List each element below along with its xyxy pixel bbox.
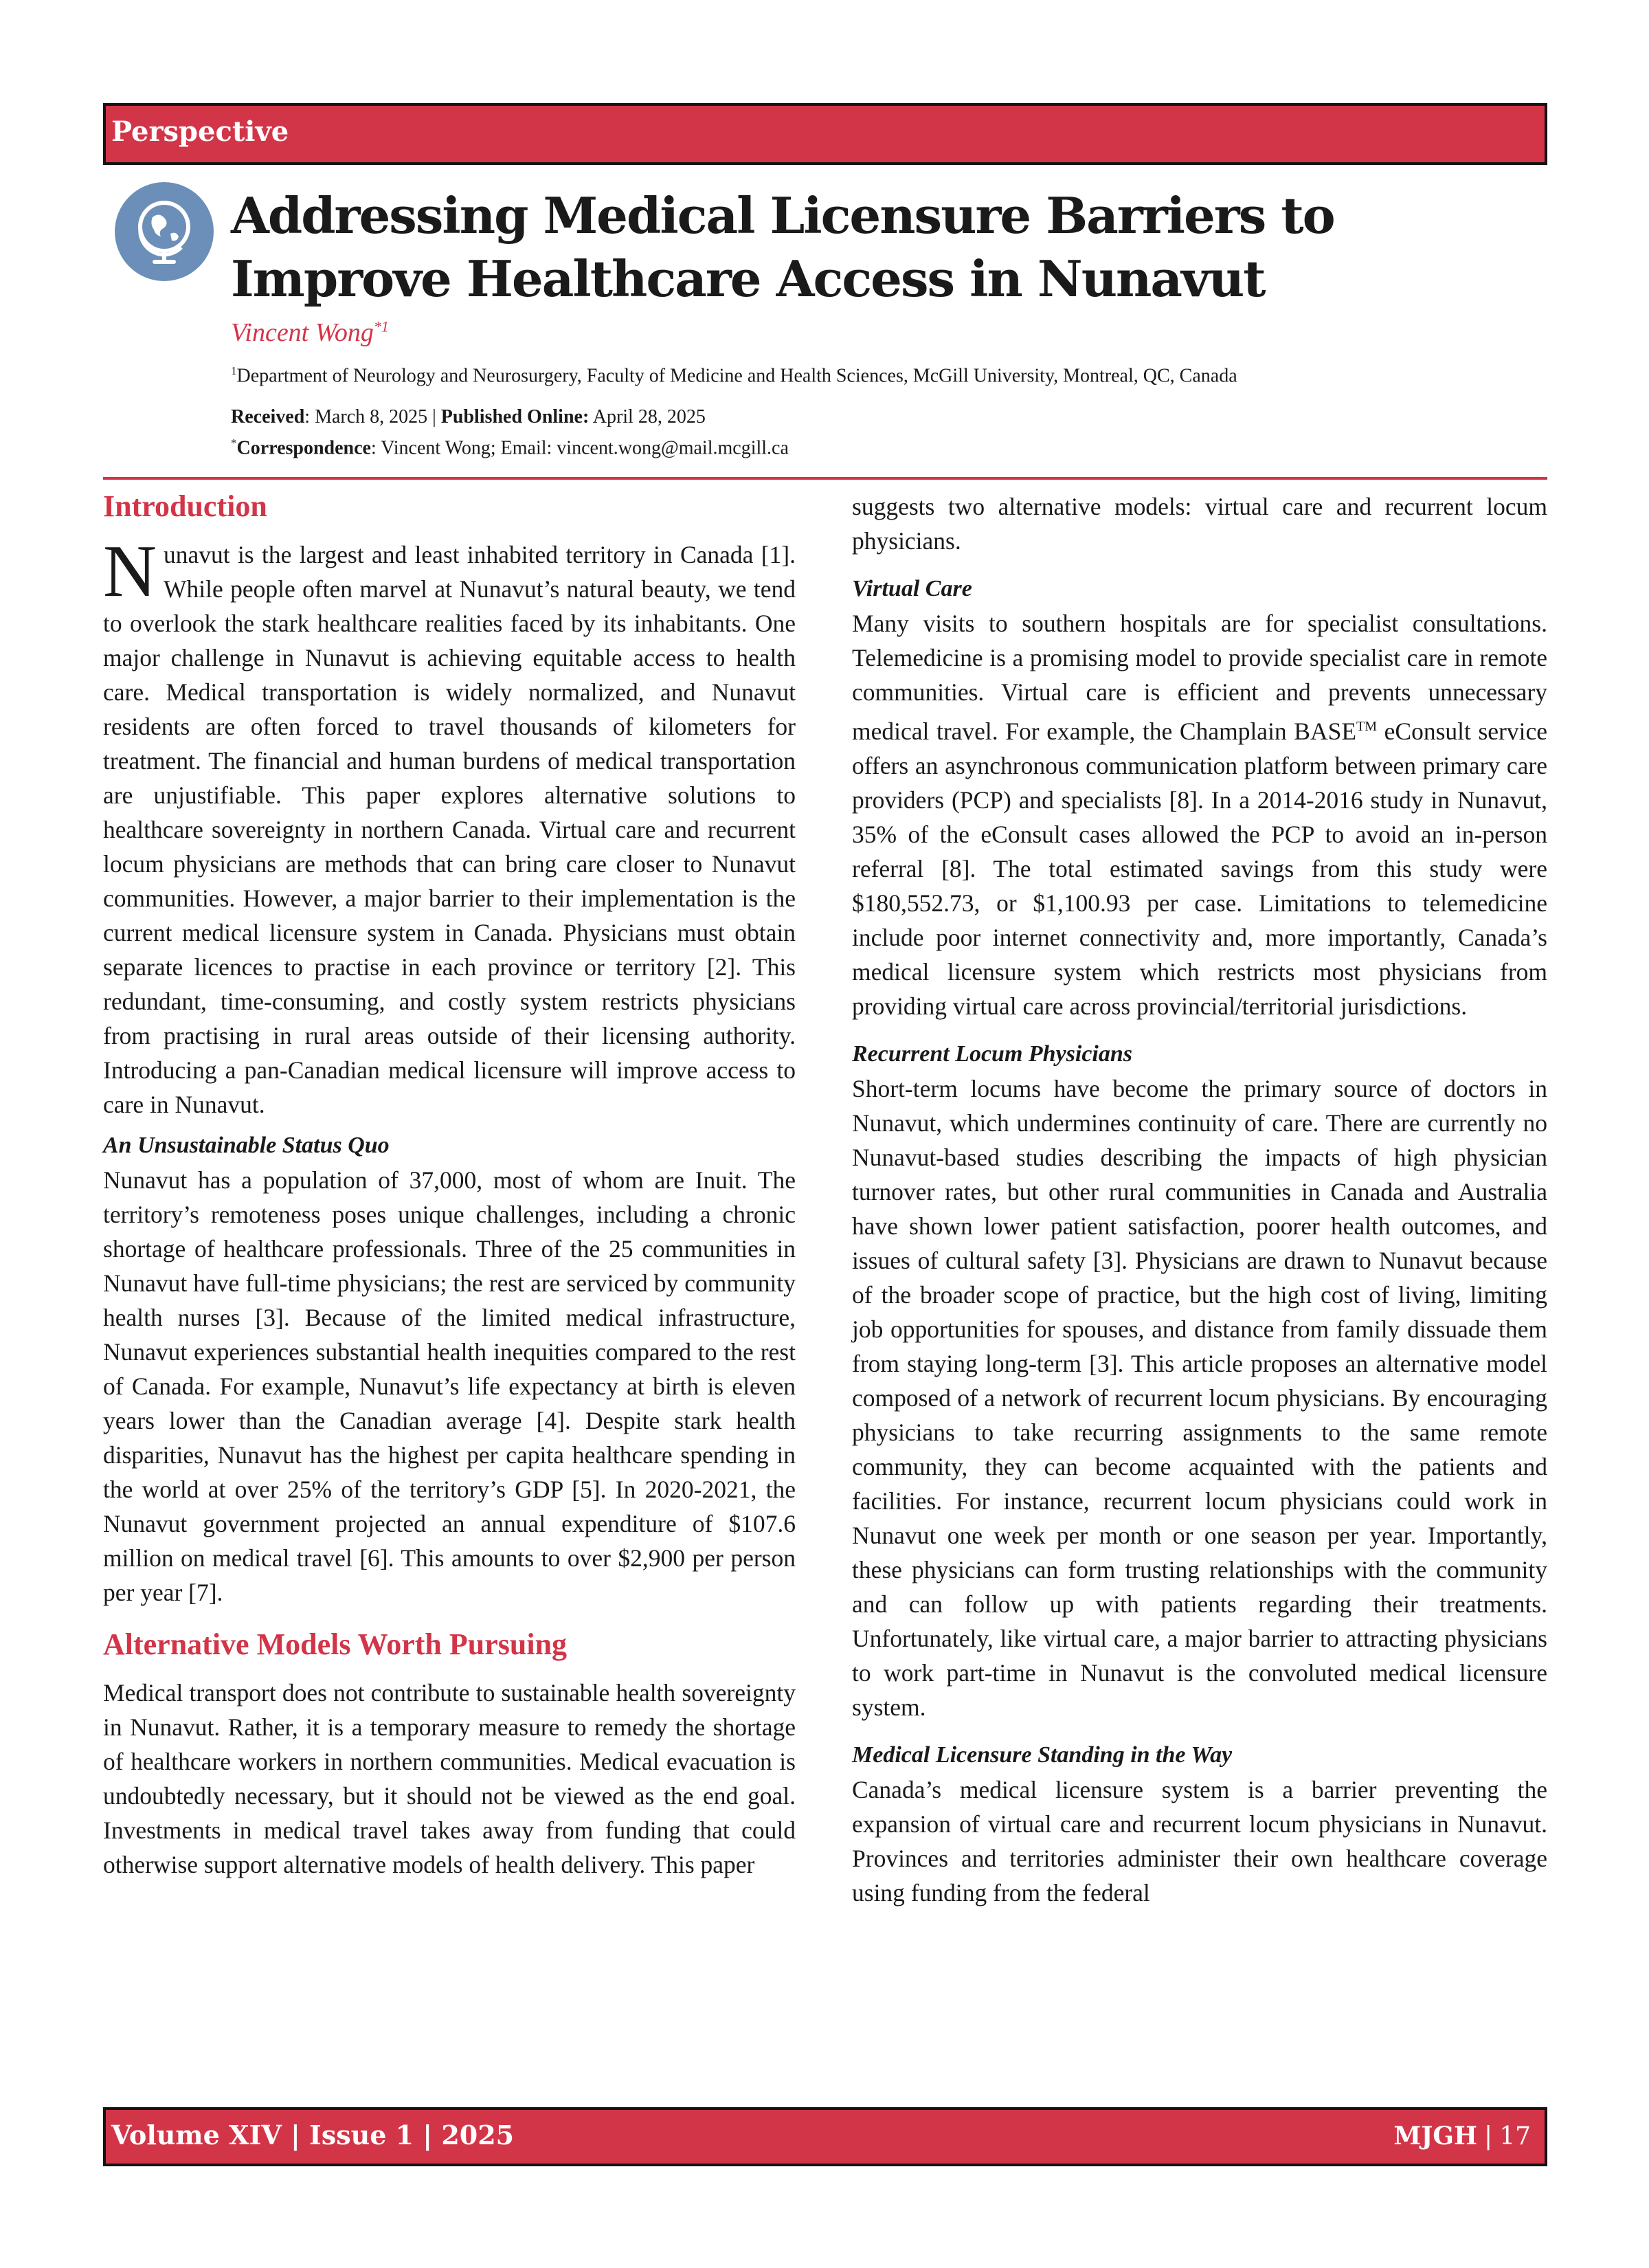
journal-page xyxy=(1393,2124,1531,2149)
correspondence-text: : Vincent Wong; Email: vincent.wong@mail.mcgill.ca xyxy=(370,437,789,459)
affiliation-text: Department of Neurology and Neurosurgery, Faculty of Medicine and Health Sciences, McGill University, Montreal, QC, Canada xyxy=(236,365,1237,387)
correspondence-label: Correspondence xyxy=(236,437,371,459)
affiliation-mark: 1 xyxy=(231,364,237,377)
page-number: 17 xyxy=(1499,2122,1531,2150)
status-quo-heading: An Unsustainable Status Quo xyxy=(103,1133,390,1158)
footer-divider: | xyxy=(1484,2122,1493,2150)
virtual-care-heading: Virtual Care xyxy=(852,576,972,601)
intro-heading: Introduction xyxy=(103,489,267,523)
article-dates xyxy=(231,404,789,461)
affiliation xyxy=(231,364,1237,387)
drop-cap: N xyxy=(103,531,157,612)
alt-models-text: Medical transport does not contribute to sustainable health sovereignty in Nunavut. Rather, it is a temporary measure to remedy the shortage of healthcare workers in northern communities. Medical evacuation is undoubtedly necessary, but it should not be viewed as the end goal. Investments in medical travel takes away from funding that could otherwise support alternative models of health delivery. This paper xyxy=(103,1679,796,1878)
globe-icon xyxy=(113,180,216,283)
author-name: Vincent Wong xyxy=(231,318,374,347)
page-footer xyxy=(103,2107,1547,2166)
author-line xyxy=(231,318,389,348)
journal-name: MJGH xyxy=(1393,2122,1478,2150)
intro-text: unavut is the largest and least inhabited territory in Canada [1]. While people often marvel at Nunavut’s natural beauty, we tend to overlook the stark healthcare realities faced by its inhabitants. One major challenge in Nunavut is achieving equitable access to health care. Medical transportation is widely normalized, and Nunavut residents are often forced to travel thousands of kilometers for treatment. The financial and human burdens of medical transportation are unjustifiable. This paper explores alternative solutions to healthcare sovereignty in northern Canada. Virtual care and recurrent locum physicians are methods that can bring care closer to Nunavut communities. However, a major barrier to their implementation is the current medical licensure system in Canada. Physicians must obtain separate licences to practise in each province or territory [2]. This redundant, time-consuming, and costly system restricts physicians from practising in rural areas outside of their licensing authority. Introducing a pan-Canadian medical licensure will improve access to care in Nunavut. xyxy=(103,541,796,1118)
date-line xyxy=(231,404,789,430)
licensure-heading: Medical Licensure Standing in the Way xyxy=(852,1742,1233,1768)
header-divider xyxy=(103,477,1547,480)
published-label: Published Online: xyxy=(440,406,590,427)
intro-paragraph xyxy=(103,531,796,1122)
section-banner xyxy=(103,103,1547,165)
correspondence-mark: * xyxy=(231,436,237,449)
section-label: Perspective xyxy=(111,115,289,148)
article-title: Addressing Medical Licensure Barriers to Improve Healthcare Access in Nunavut xyxy=(231,186,1334,308)
virtual-care-text-2: eConsult service offers an asynchronous communication platform between primary care providers (PCP) and specialists [8]. In a 2014-2016 study in Nunavut, 35% of the eConsult cases allowed the PCP to avoid an in-person referral [8]. The total estimated savings from this study were $180,552.73, or $1,100.93 per case. Limitations to telemedicine include poor internet connectivity and, more importantly, Canada’s medical licensure system which restricts most physicians from providing virtual care across provincial/territorial jurisdictions. xyxy=(852,717,1547,1020)
published-date: April 28, 2025 xyxy=(589,406,706,427)
author-mark: *1 xyxy=(373,318,389,335)
volume-issue: Volume XIV | Issue 1 | 2025 xyxy=(111,2120,515,2150)
licensure-text: Canada’s medical licensure system is a barrier preventing the expansion of virtual care and recurrent locum physicians in Nunavut. Provinces and territories administer their own healthcare coverage using funding from the federal xyxy=(852,1775,1547,1906)
correspondence-line xyxy=(231,430,789,461)
virtual-care-text-1: Many visits to southern hospitals are for specialist consultations. Telemedicine is a promising model to provide specialist care in remote communities. Virtual care is efficient and prevents unnecessary medical travel. For example, the Champlain BASE xyxy=(852,610,1547,745)
received-label: Received xyxy=(231,406,305,427)
right-column xyxy=(852,489,1547,1910)
virtual-care-paragraph xyxy=(852,606,1547,1023)
locum-text: Short-term locums have become the primary source of doctors in Nunavut, which undermines continuity of care. There are currently no Nunavut-based studies describing the impacts of high physician turnover rates, but other rural communities in Canada and Australia have shown lower patient satisfaction, poorer health outcomes, and issues of cultural safety [3]. Physicians are drawn to Nunavut because of the broader scope of practice, but the high cost of living, limiting job opportunities for spouses, and distance from family dissuade them from staying long-term [3]. This article proposes an alternative model composed of a network of recurrent locum physicians. By encouraging physicians to take recurring assignments to the same remote community, they can become acquainted with the patients and facilities. For instance, recurrent locum physicians could work in Nunavut one week per month or one season per year. Importantly, these physicians can form trusting relationships with the community and can follow up with patients regarding their treatments. Unfortunately, like virtual care, a major barrier to attracting physicians to work part-time in Nunavut is the convoluted medical licensure system. xyxy=(852,1074,1547,1721)
locum-heading: Recurrent Locum Physicians xyxy=(852,1041,1133,1067)
received-date: : March 8, 2025 | xyxy=(304,406,441,427)
alt-models-heading: Alternative Models Worth Pursuing xyxy=(103,1627,568,1661)
trademark-mark: TM xyxy=(1356,719,1378,734)
alt-models-continued: suggests two alternative models: virtual care and recurrent locum physicians. xyxy=(852,493,1547,555)
left-column xyxy=(103,489,796,1882)
status-quo-text: Nunavut has a population of 37,000, most of whom are Inuit. The territory’s remoteness poses unique challenges, including a chronic shortage of healthcare professionals. Three of the 25 communities in Nunavut have full-time physicians; the rest are serviced by community health nurses [3]. Because of the limited medical infrastructure, Nunavut experiences substantial health inequities compared to the rest of Canada. For example, Nunavut’s life expectancy at birth is eleven years lower than the Canadian average [4]. Despite stark health disparities, Nunavut has the highest per capita healthcare spending in the world at over 25% of the territory’s GDP [5]. In 2020-2021, the Nunavut government projected an annual expenditure of $107.6 million on medical travel [6]. This amounts to over $2,900 per person per year [7]. xyxy=(103,1166,796,1606)
